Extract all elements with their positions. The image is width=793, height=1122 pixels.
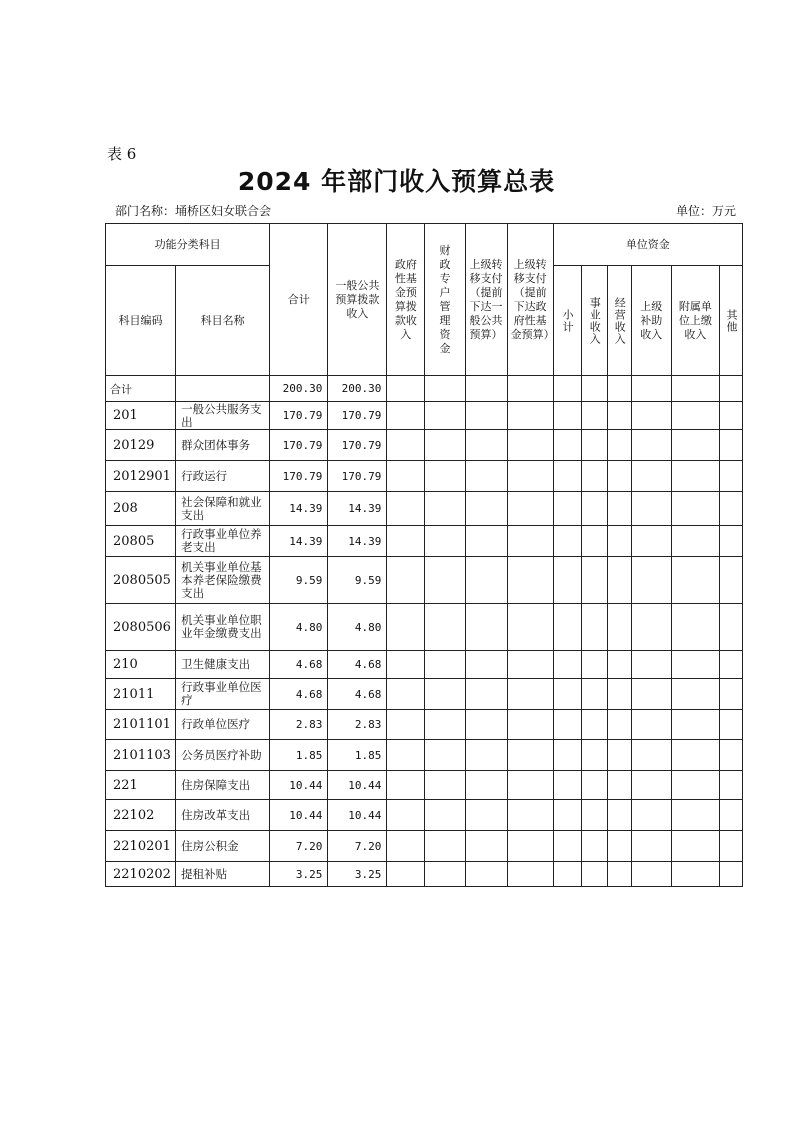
empty-cell	[719, 771, 742, 800]
row-general: 170.79	[328, 461, 387, 492]
empty-cell	[581, 771, 607, 800]
empty-cell	[507, 526, 553, 557]
empty-cell	[581, 831, 607, 862]
empty-cell	[465, 651, 507, 679]
empty-cell	[719, 679, 742, 710]
row-name: 社会保障和就业支出	[176, 492, 270, 526]
row-name: 行政运行	[176, 461, 270, 492]
empty-cell	[553, 800, 581, 831]
empty-cell	[671, 526, 719, 557]
empty-cell	[425, 651, 465, 679]
empty-cell	[465, 526, 507, 557]
row-total: 9.59	[270, 557, 328, 604]
empty-cell	[581, 557, 607, 604]
empty-cell	[507, 679, 553, 710]
table-row	[106, 492, 743, 526]
empty-cell	[465, 740, 507, 771]
table-row	[106, 461, 743, 492]
empty-cell	[719, 740, 742, 771]
empty-cell	[581, 604, 607, 651]
empty-cell	[465, 771, 507, 800]
empty-cell	[671, 771, 719, 800]
empty-cell	[425, 771, 465, 800]
row-total: 170.79	[270, 461, 328, 492]
empty-cell	[581, 492, 607, 526]
row-general: 10.44	[328, 800, 387, 831]
empty-cell	[465, 402, 507, 430]
empty-cell	[581, 862, 607, 887]
table-row	[106, 557, 743, 604]
row-general: 170.79	[328, 402, 387, 430]
row-total: 7.20	[270, 831, 328, 862]
empty-cell	[719, 402, 742, 430]
table-row	[106, 800, 743, 831]
empty-cell	[387, 771, 425, 800]
empty-cell	[631, 604, 671, 651]
row-code: 20129	[106, 430, 176, 461]
empty-cell	[387, 604, 425, 651]
empty-cell	[465, 430, 507, 461]
row-name: 公务员医疗补助	[176, 740, 270, 771]
empty-cell	[607, 604, 631, 651]
row-code: 2080505	[106, 557, 176, 604]
row-code: 2101101	[106, 710, 176, 740]
row-name: 行政事业单位医疗	[176, 679, 270, 710]
row-name: 卫生健康支出	[176, 651, 270, 679]
empty-cell	[465, 557, 507, 604]
row-name: 群众团体事务	[176, 430, 270, 461]
header-operating-income: 经营收入	[607, 266, 631, 376]
row-total: 3.25	[270, 862, 328, 887]
row-code: 22102	[106, 800, 176, 831]
row-name: 住房保障支出	[176, 771, 270, 800]
table-row	[106, 831, 743, 862]
row-name: 机关事业单位基本养老保险缴费支出	[176, 557, 270, 604]
empty-cell	[507, 831, 553, 862]
empty-cell	[631, 800, 671, 831]
row-general: 3.25	[328, 862, 387, 887]
empty-cell	[507, 800, 553, 831]
empty-cell	[607, 526, 631, 557]
total-label: 合计	[106, 376, 176, 402]
empty-cell	[553, 557, 581, 604]
empty-cell	[671, 862, 719, 887]
empty-cell	[425, 831, 465, 862]
empty-cell	[425, 862, 465, 887]
row-code: 201	[106, 402, 176, 430]
empty-cell	[507, 461, 553, 492]
empty-cell	[465, 679, 507, 710]
header-affiliated-income: 附属单位上缴收入	[671, 266, 719, 376]
empty-cell	[553, 710, 581, 740]
header-name: 科目名称	[176, 266, 270, 376]
empty-cell	[387, 526, 425, 557]
empty-cell	[719, 710, 742, 740]
empty-cell	[719, 526, 742, 557]
empty-cell	[581, 740, 607, 771]
header-other: 其他	[719, 266, 742, 376]
empty-cell	[507, 604, 553, 651]
empty-cell	[553, 402, 581, 430]
table-row	[106, 430, 743, 461]
empty-cell	[671, 461, 719, 492]
row-code: 210	[106, 651, 176, 679]
empty-cell	[607, 461, 631, 492]
empty-cell	[425, 710, 465, 740]
row-code: 2210201	[106, 831, 176, 862]
empty-cell	[607, 679, 631, 710]
row-name: 一般公共服务支出	[176, 402, 270, 430]
header-subtotal: 小计	[553, 266, 581, 376]
empty-cell	[581, 402, 607, 430]
empty-cell	[425, 800, 465, 831]
empty-cell	[671, 800, 719, 831]
row-total: 14.39	[270, 492, 328, 526]
empty-cell	[387, 800, 425, 831]
empty-cell	[719, 604, 742, 651]
row-code: 20805	[106, 526, 176, 557]
empty-cell	[553, 679, 581, 710]
empty-cell	[387, 831, 425, 862]
empty-cell	[631, 492, 671, 526]
empty-cell	[631, 430, 671, 461]
empty-cell	[581, 461, 607, 492]
empty-cell	[719, 492, 742, 526]
header-transfer-general: 上级转移支付（提前下达一般公共预算）	[465, 224, 507, 376]
row-code: 2210202	[106, 862, 176, 887]
total-general: 200.30	[328, 376, 387, 402]
row-general: 170.79	[328, 430, 387, 461]
empty-cell	[631, 831, 671, 862]
table-row	[106, 651, 743, 679]
empty-cell	[465, 800, 507, 831]
row-general: 14.39	[328, 492, 387, 526]
header-transfer-fund: 上级转移支付（提前下达政府性基金预算）	[507, 224, 553, 376]
empty-cell	[671, 651, 719, 679]
row-total: 2.83	[270, 710, 328, 740]
empty-cell	[425, 430, 465, 461]
row-total: 170.79	[270, 402, 328, 430]
row-code: 208	[106, 492, 176, 526]
empty-cell	[387, 461, 425, 492]
table-row	[106, 679, 743, 710]
empty-cell	[719, 862, 742, 887]
empty-cell	[581, 679, 607, 710]
empty-cell	[607, 402, 631, 430]
empty-cell	[425, 526, 465, 557]
empty-cell	[671, 402, 719, 430]
empty-cell	[631, 461, 671, 492]
empty-cell	[553, 651, 581, 679]
empty-cell	[719, 557, 742, 604]
empty-cell	[671, 710, 719, 740]
row-name: 机关事业单位职业年金缴费支出	[176, 604, 270, 651]
empty-cell	[507, 740, 553, 771]
empty-cell	[465, 710, 507, 740]
header-general-budget: 一般公共预算拨款收入	[328, 224, 387, 376]
row-code: 21011	[106, 679, 176, 710]
empty-cell	[553, 461, 581, 492]
table-row	[106, 402, 743, 430]
empty-cell	[387, 651, 425, 679]
empty-cell	[581, 526, 607, 557]
row-general: 9.59	[328, 557, 387, 604]
total-amount: 200.30	[270, 376, 328, 402]
header-func-class: 功能分类科目	[106, 224, 270, 266]
empty-cell	[671, 679, 719, 710]
row-total: 14.39	[270, 526, 328, 557]
row-code: 2101103	[106, 740, 176, 771]
empty-cell	[507, 492, 553, 526]
empty-cell	[387, 862, 425, 887]
empty-cell	[719, 831, 742, 862]
empty-cell	[425, 604, 465, 651]
empty-cell	[507, 862, 553, 887]
table-row	[106, 604, 743, 651]
row-general: 2.83	[328, 710, 387, 740]
empty-cell	[507, 557, 553, 604]
empty-cell	[553, 740, 581, 771]
unit-label: 单位：万元	[675, 204, 736, 218]
empty-cell	[607, 651, 631, 679]
empty-cell	[631, 771, 671, 800]
empty-cell	[607, 740, 631, 771]
empty-cell	[581, 651, 607, 679]
empty-cell	[607, 710, 631, 740]
empty-cell	[387, 430, 425, 461]
header-fiscal-special: 财政专户管理资金	[425, 224, 465, 376]
empty-cell	[671, 831, 719, 862]
table-row	[106, 862, 743, 887]
empty-cell	[465, 862, 507, 887]
empty-cell	[631, 679, 671, 710]
row-total: 1.85	[270, 740, 328, 771]
empty-cell	[387, 557, 425, 604]
empty-cell	[553, 430, 581, 461]
row-total: 170.79	[270, 430, 328, 461]
row-name: 行政单位医疗	[176, 710, 270, 740]
empty-cell	[631, 557, 671, 604]
empty-cell	[631, 862, 671, 887]
table-row	[106, 526, 743, 557]
empty-cell	[425, 402, 465, 430]
empty-cell	[553, 526, 581, 557]
empty-cell	[507, 771, 553, 800]
budget-table	[105, 223, 743, 887]
row-total: 4.80	[270, 604, 328, 651]
empty-cell	[553, 604, 581, 651]
row-name: 住房改革支出	[176, 800, 270, 831]
empty-cell	[425, 461, 465, 492]
empty-cell	[671, 557, 719, 604]
row-general: 4.80	[328, 604, 387, 651]
row-total: 10.44	[270, 800, 328, 831]
header-upper-subsidy: 上级补助收入	[631, 266, 671, 376]
empty-cell	[387, 492, 425, 526]
empty-cell	[607, 862, 631, 887]
header-code: 科目编码	[106, 266, 176, 376]
empty-cell	[425, 557, 465, 604]
empty-cell	[719, 430, 742, 461]
header-unit-funds: 单位资金	[553, 224, 742, 266]
empty-cell	[607, 771, 631, 800]
empty-cell	[465, 604, 507, 651]
empty-cell	[719, 800, 742, 831]
empty-cell	[387, 740, 425, 771]
header-gov-fund: 政府性基金预算拨款收入	[387, 224, 425, 376]
row-general: 4.68	[328, 651, 387, 679]
table-row	[106, 740, 743, 771]
empty-cell	[671, 740, 719, 771]
empty-cell	[425, 740, 465, 771]
row-code: 2080506	[106, 604, 176, 651]
empty-cell	[553, 862, 581, 887]
empty-cell	[719, 461, 742, 492]
department-name: 部门名称：埇桥区妇女联合会	[115, 204, 272, 218]
row-code: 2012901	[106, 461, 176, 492]
empty-cell	[553, 831, 581, 862]
empty-cell	[581, 710, 607, 740]
empty-cell	[719, 651, 742, 679]
table-row	[106, 710, 743, 740]
empty-cell	[507, 402, 553, 430]
empty-cell	[631, 740, 671, 771]
table-row	[106, 771, 743, 800]
empty-cell	[507, 651, 553, 679]
row-general: 14.39	[328, 526, 387, 557]
empty-cell	[553, 771, 581, 800]
empty-cell	[607, 492, 631, 526]
empty-cell	[387, 402, 425, 430]
empty-cell	[671, 430, 719, 461]
row-name: 行政事业单位养老支出	[176, 526, 270, 557]
empty-cell	[387, 710, 425, 740]
empty-cell	[465, 831, 507, 862]
empty-cell	[425, 492, 465, 526]
empty-cell	[631, 402, 671, 430]
row-total: 10.44	[270, 771, 328, 800]
empty-cell	[465, 492, 507, 526]
row-total: 4.68	[270, 651, 328, 679]
empty-cell	[631, 526, 671, 557]
empty-cell	[631, 651, 671, 679]
row-general: 10.44	[328, 771, 387, 800]
empty-cell	[465, 461, 507, 492]
row-general: 7.20	[328, 831, 387, 862]
row-total: 4.68	[270, 679, 328, 710]
row-name: 提租补贴	[176, 862, 270, 887]
empty-cell	[387, 679, 425, 710]
empty-cell	[425, 679, 465, 710]
empty-cell	[671, 492, 719, 526]
total-row	[106, 376, 743, 402]
row-name: 住房公积金	[176, 831, 270, 862]
header-business-income: 事业收入	[581, 266, 607, 376]
table-number-label: 表 6	[107, 145, 137, 163]
empty-cell	[607, 800, 631, 831]
header-total: 合计	[270, 224, 328, 376]
empty-cell	[507, 430, 553, 461]
empty-cell	[671, 604, 719, 651]
empty-cell	[631, 710, 671, 740]
empty-cell	[607, 557, 631, 604]
empty-cell	[607, 430, 631, 461]
row-general: 4.68	[328, 679, 387, 710]
empty-cell	[607, 831, 631, 862]
empty-cell	[581, 430, 607, 461]
empty-cell	[553, 492, 581, 526]
row-general: 1.85	[328, 740, 387, 771]
empty-cell	[581, 800, 607, 831]
empty-cell	[507, 710, 553, 740]
row-code: 221	[106, 771, 176, 800]
page-title: 2024 年部门收入预算总表	[237, 167, 556, 196]
